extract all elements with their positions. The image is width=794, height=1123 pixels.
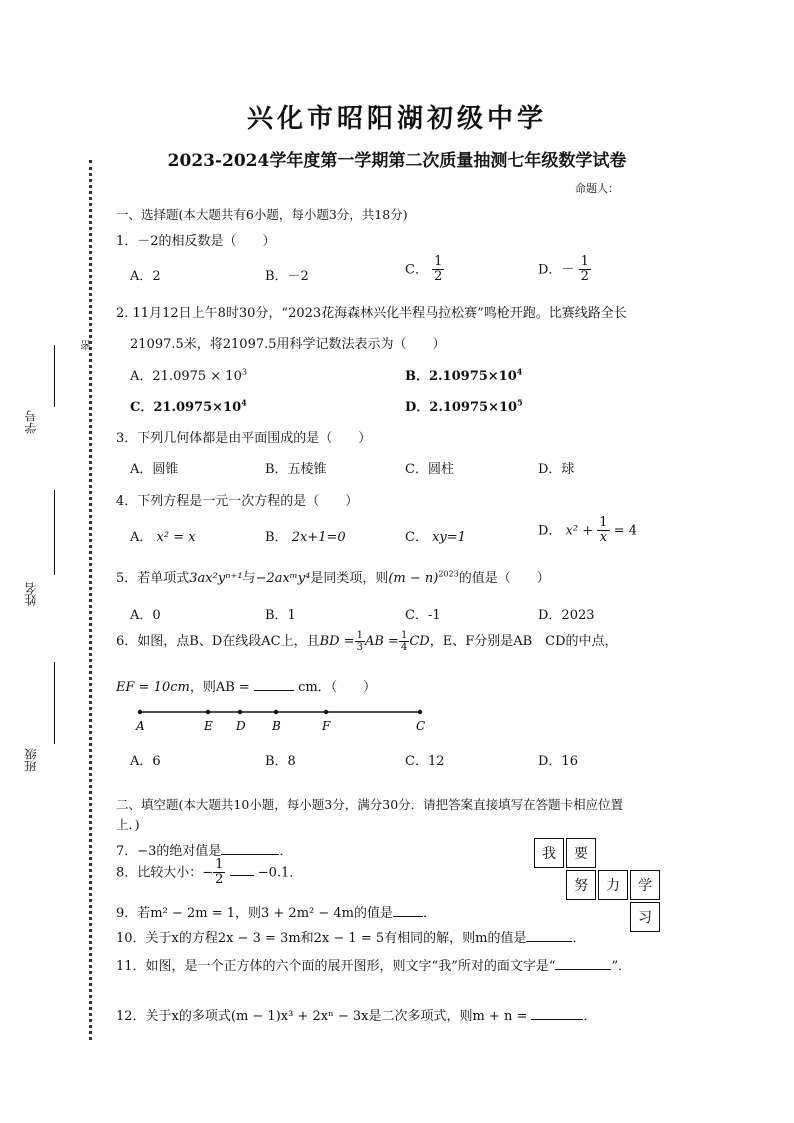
q4-option-c-expr: xy=1 [432, 530, 466, 545]
q7-text: 7．−3的绝对值是 [116, 844, 222, 859]
q4-option-b-expr: 2x+1=0 [291, 530, 346, 545]
q8-fraction [213, 858, 225, 888]
q2-option-d-text: D．2.10975×10 [405, 400, 518, 415]
q5-stem-part: 5．若单项式 [116, 571, 190, 586]
q11-text: 11．如图，是一个正方体的六个面的展开图形，则文字“我”所对的面文字是“ [116, 959, 556, 974]
q2-stem-line1: 2. 11月12日上午8时30分，“2023花海森林兴化半程马拉松赛”鸣枪开跑。比赛线路全长 [116, 306, 627, 321]
point-c [418, 710, 422, 714]
q5-monomial-1: 3ax²yⁿ⁺¹ [189, 571, 243, 586]
q6-fraction-1 [355, 630, 365, 653]
class-label: 班级 [24, 748, 38, 772]
q1-option-d-fraction [579, 255, 591, 285]
q2-option-a-text: A．21.0975 × 10 [130, 369, 242, 384]
q1-option-c-fraction [432, 255, 444, 285]
point-label-d: D [236, 719, 246, 733]
point-label-e: E [204, 719, 213, 733]
q4-option-a-expr: x² = x [156, 530, 196, 545]
q6-stem-part: ，E、F分别是AB CD的中点， [429, 634, 618, 649]
cube-net-diagram [534, 838, 664, 934]
q1-option-d [538, 255, 591, 285]
q4-option-d-rhs: = 4 [613, 523, 638, 539]
q8-stem [116, 858, 302, 888]
q3-stem: 3．下列几何体都是由平面围成的是（ ） [116, 431, 372, 446]
q9-end: ． [423, 906, 437, 921]
point-label-b: B [272, 719, 281, 733]
q6-stem-part: ，则AB = [189, 680, 250, 695]
q5-stem-part: 的值是（ ） [458, 571, 550, 586]
q2-stem-line2: 21097.5米，将21097.5用科学记数法表示为（ ） [130, 337, 446, 352]
q6-segment-diagram [130, 700, 430, 736]
q3-option-c: C．圆柱 [405, 462, 454, 477]
q9-text: 9．若m² − 2m = 1，则3 + 2m² − 4m的值是 [116, 906, 393, 921]
fraction-denominator: 2 [215, 872, 224, 888]
q6-cd: CD [409, 634, 430, 649]
q6-stem-part: 6．如图，点B、D在线段AC上，且 [116, 634, 320, 649]
q10-text: 10．关于x的方程2x − 3 = 3m和2x − 1 = 5有相同的解，则m的值是 [116, 931, 527, 946]
q8-rhs: −0.1． [257, 865, 303, 881]
point-d [238, 710, 242, 714]
name-label: 姓名 [24, 582, 38, 606]
q4-stem: 4．下列方程是一元一次方程的是（ ） [116, 494, 359, 509]
student-id-label: 学号 [24, 410, 38, 434]
point-f [324, 710, 328, 714]
cube-face: 习 [630, 902, 660, 932]
q3-option-a: A．圆锥 [130, 462, 179, 477]
q11-stem [116, 955, 631, 974]
cube-face: 学 [630, 870, 660, 900]
q4-option-a [130, 526, 196, 545]
q2-option-d [405, 396, 523, 415]
q6-option-d: D．16 [538, 754, 578, 769]
q4-option-b [265, 526, 346, 545]
q5-stem-part: 与 [242, 571, 256, 586]
exponent: 4 [241, 397, 247, 408]
q6-ef: EF = 10cm [116, 680, 190, 695]
q6-stem-part: cm．（ ） [298, 680, 377, 695]
q1-option-c-label: C． [405, 262, 428, 278]
q2-option-b-text: B．2.10975×10 [405, 369, 517, 384]
exam-title: 2023-2024学年度第一学期第二次质量抽测七年级数学试卷 [167, 151, 627, 171]
q11-answer-blank [555, 969, 611, 970]
q12-text: 12．关于x的多项式(m − 1)x³ + 2xⁿ − 3x是二次多项式，则m + n = [116, 1009, 528, 1024]
exponent: 4 [516, 366, 523, 377]
q4-option-d-fraction [597, 516, 609, 546]
q6-option-b: B．8 [265, 754, 296, 769]
q5-monomial-2: −2axᵐy⁴ [255, 571, 311, 586]
q6-line2 [116, 676, 376, 695]
q5-option-a: A．0 [130, 608, 161, 623]
fraction-denominator: 2 [580, 269, 589, 285]
q7-answer-blank [221, 854, 279, 855]
q8-text: 8．比较大小：− [116, 865, 214, 881]
q5-expression: (m − n) [388, 571, 439, 586]
q2-option-c [130, 396, 247, 415]
q6-answer-blank [254, 690, 294, 691]
section2-heading-line2: 上．) [116, 817, 140, 832]
fraction-denominator: 3 [356, 642, 363, 653]
q4-option-b-label: B． [265, 530, 288, 545]
q6-stem [116, 630, 618, 653]
point-a [138, 710, 142, 714]
fraction-numerator: 1 [434, 254, 443, 269]
q4-option-d-expr: x² + [565, 523, 594, 539]
point-label-a: A [136, 719, 145, 733]
q10-stem [116, 927, 585, 946]
q2-option-b [405, 365, 522, 384]
name-line [54, 490, 55, 575]
q8-answer-blank [230, 875, 254, 876]
point-e [206, 710, 210, 714]
q12-answer-blank [531, 1019, 583, 1020]
q10-end: ． [572, 931, 586, 946]
binding-dotted-line [89, 160, 92, 1040]
class-line [54, 662, 55, 744]
q4-option-a-label: A． [130, 530, 153, 545]
q6-fraction-2 [399, 630, 409, 653]
q10-answer-blank [526, 941, 572, 942]
q6-option-a: A．6 [130, 754, 161, 769]
author-label: 命题人： [575, 182, 619, 195]
student-id-line [54, 345, 55, 407]
q1-option-d-label: D．－ [538, 262, 575, 278]
fraction-denominator: 2 [434, 269, 443, 285]
seal-mark: 密 [82, 340, 93, 350]
q9-stem [116, 902, 436, 921]
q11-end: ”． [611, 959, 632, 974]
section1-heading: 一、选择题(本大题共有6小题，每小题3分，共18分) [116, 207, 408, 222]
fraction-numerator: 1 [400, 630, 408, 641]
q7-stem [116, 840, 292, 859]
fraction-numerator: 1 [599, 515, 608, 530]
exponent: 5 [517, 397, 523, 408]
q2-option-a [130, 365, 247, 384]
q1-option-c [405, 255, 444, 285]
q3-option-b: B．五棱锥 [265, 462, 327, 477]
q6-ab: AB = [364, 634, 399, 649]
q12-end: ． [583, 1009, 597, 1024]
point-b [274, 710, 278, 714]
fraction-denominator: x [599, 530, 608, 546]
fraction-numerator: 1 [580, 254, 589, 269]
q1-stem: 1．－2的相反数是（ ） [116, 234, 276, 249]
q5-stem [116, 567, 550, 586]
q5-stem-part: 是同类项，则 [310, 571, 389, 586]
q4-option-d [538, 516, 637, 546]
q6-option-c: C．12 [405, 754, 445, 769]
q1-option-b: B．－2 [265, 269, 309, 284]
q9-answer-blank [393, 916, 423, 917]
q12-stem [116, 1005, 597, 1024]
q5-option-d: D．2023 [538, 608, 595, 623]
cube-face: 我 [534, 838, 564, 868]
fraction-numerator: 1 [356, 630, 363, 641]
point-label-c: C [416, 719, 426, 733]
cube-face: 努 [566, 870, 596, 900]
q2-option-c-text: C．21.0975×10 [130, 400, 242, 415]
q5-option-c: C．-1 [405, 608, 441, 623]
q4-option-d-label: D． [538, 523, 562, 539]
school-title: 兴化市昭阳湖初级中学 [246, 104, 547, 134]
q3-option-d: D．球 [538, 462, 575, 477]
fraction-numerator: 1 [215, 857, 224, 872]
point-label-f: F [322, 719, 331, 733]
exponent: 2023 [438, 569, 459, 579]
q5-option-b: B．1 [265, 608, 296, 623]
q1-option-a: A．2 [130, 269, 161, 284]
cube-face: 要 [566, 838, 596, 868]
q7-end: ． [279, 844, 293, 859]
fraction-denominator: 4 [400, 642, 408, 653]
q4-option-c [405, 526, 466, 545]
q4-option-c-label: C． [405, 530, 428, 545]
q6-bd: BD = [319, 634, 355, 649]
section2-heading-line1: 二、填空题(本大题共10小题，每小题3分，满分30分．请把答案直接填写在答题卡相应位置 [116, 797, 624, 812]
cube-face: 力 [598, 870, 628, 900]
exponent: 3 [241, 367, 247, 377]
